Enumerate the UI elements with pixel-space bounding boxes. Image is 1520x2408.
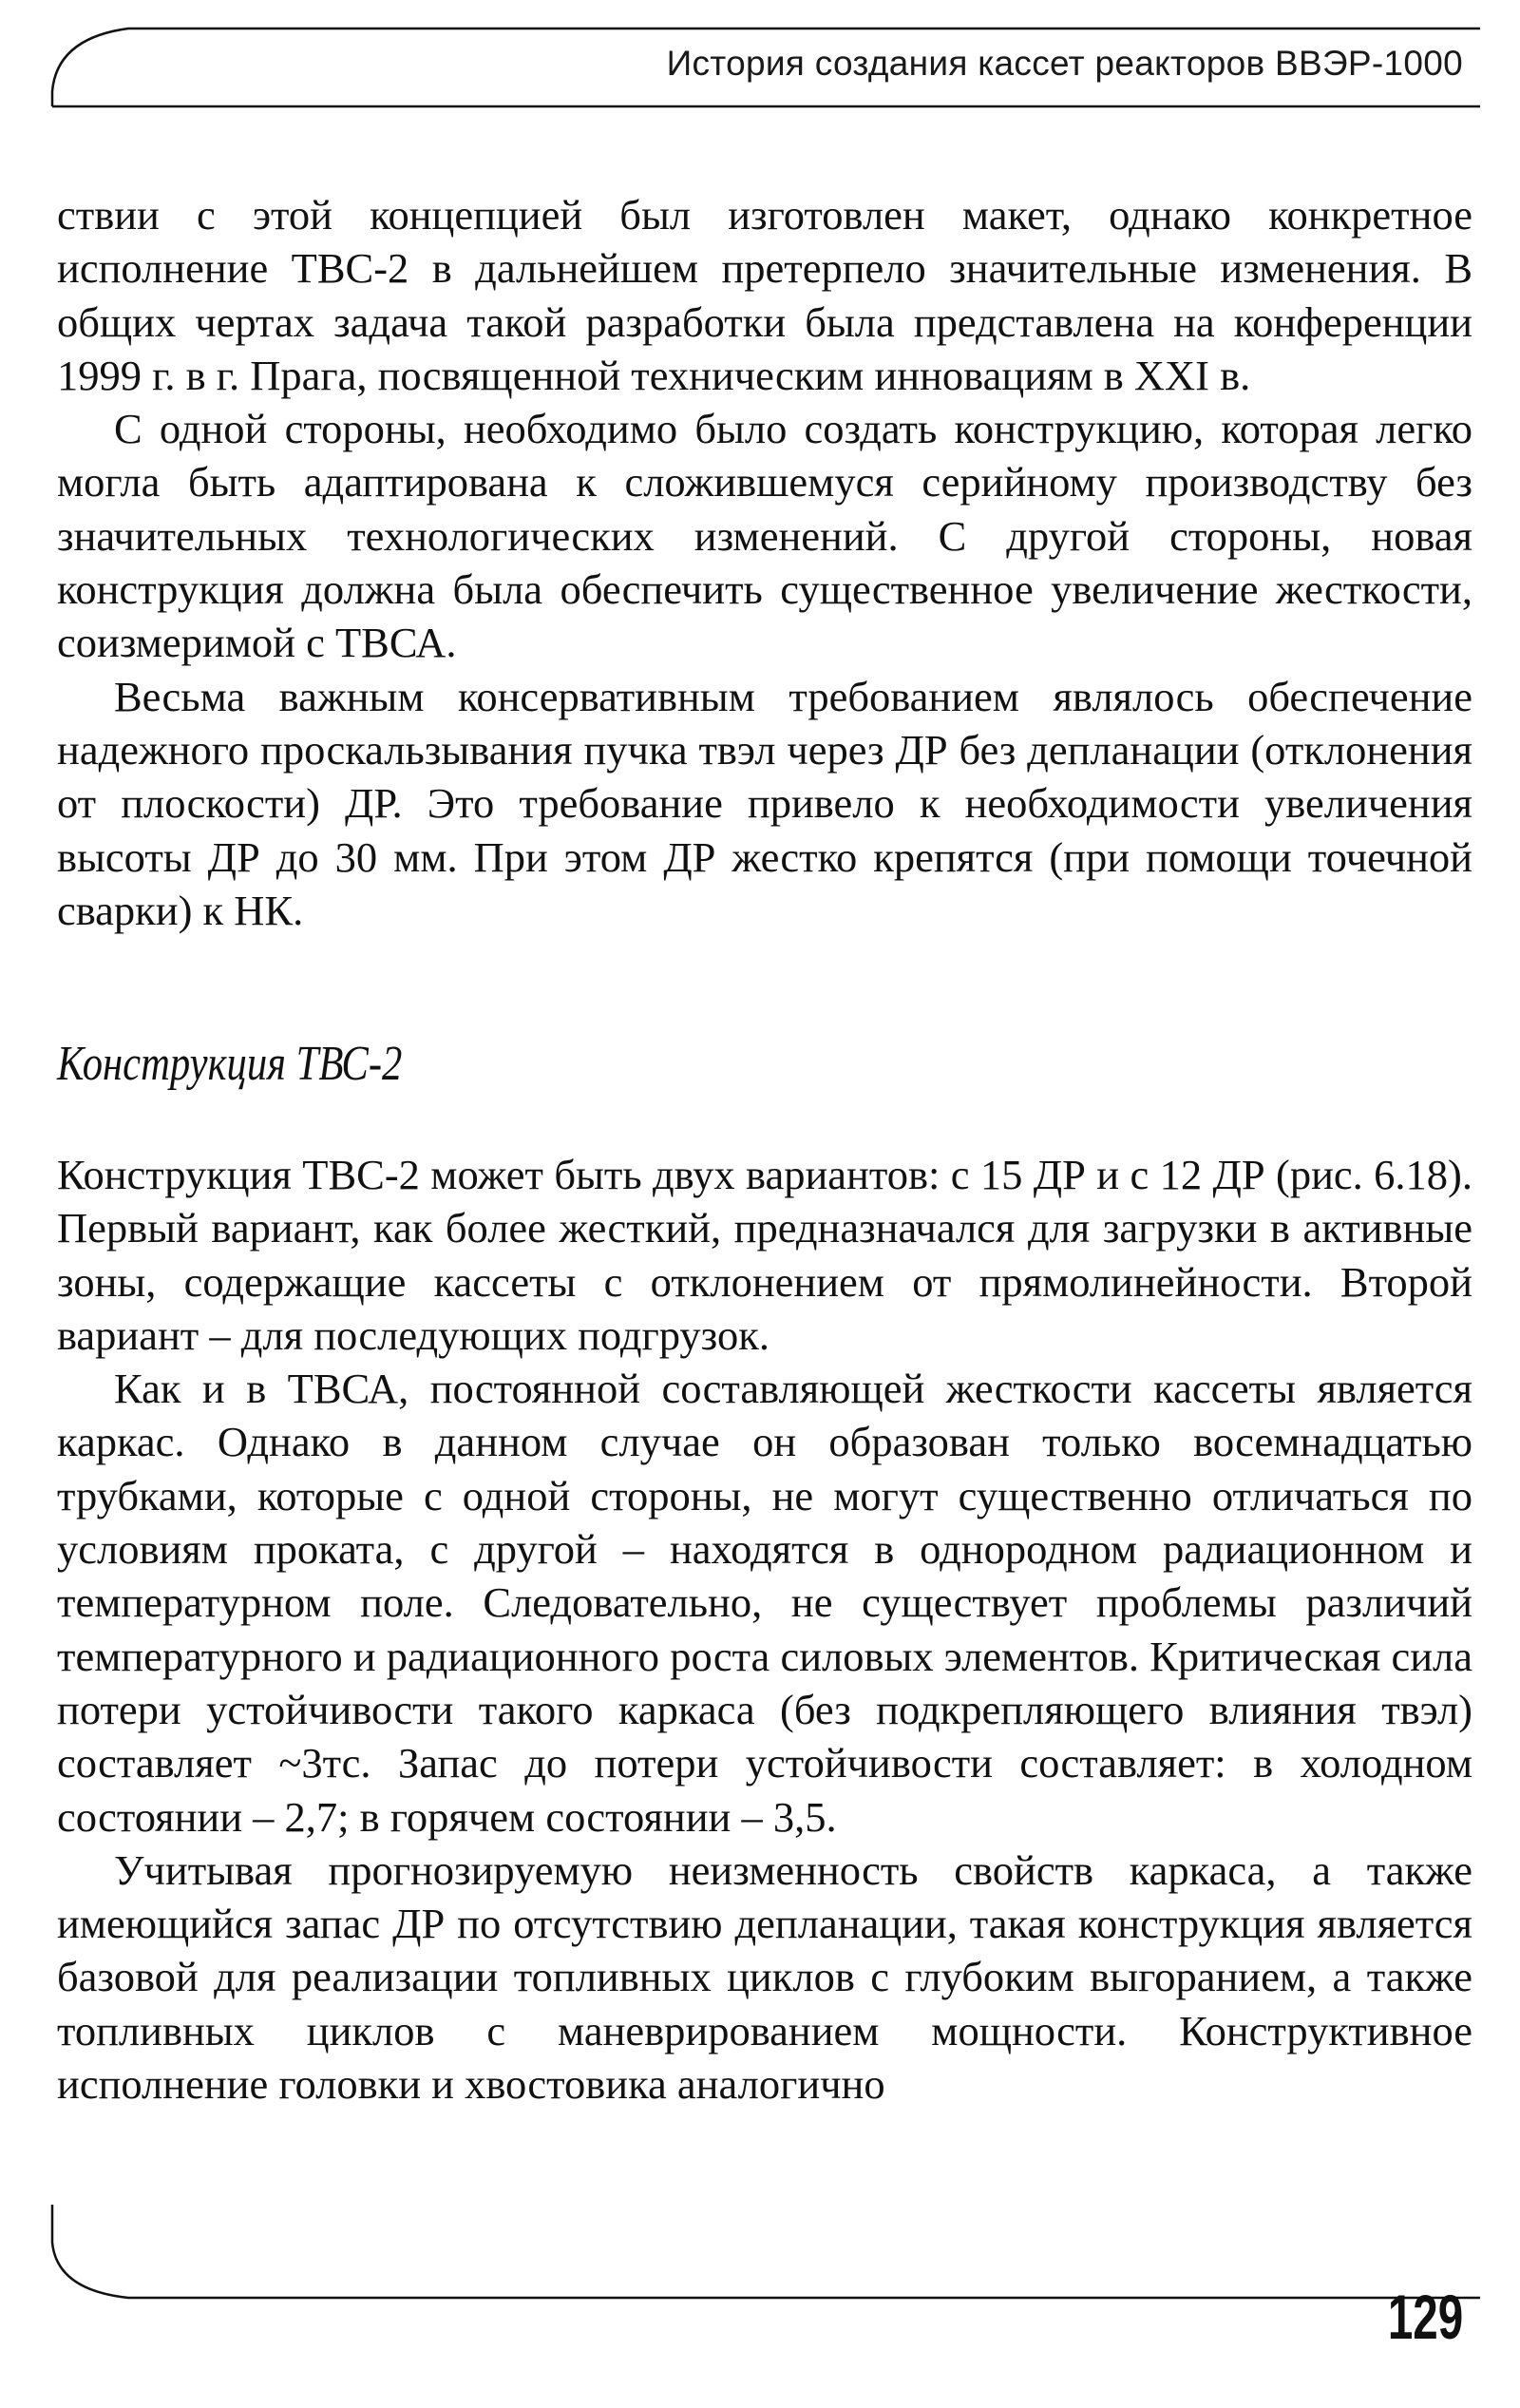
footer-frame — [0, 2186, 1520, 2408]
paragraph: С одной стороны, необходимо было создать конструкцию, которая легко могла быть адаптирована к сложившемуся серийному производству без значительных технологических изменений. С другой стороны, новая конструкция должна была обеспечить существенное увеличение жесткости, соизмеримой с ТВСА. — [57, 405, 1472, 667]
section-heading: Конструкция ТВС-2 — [57, 1037, 403, 1091]
page-number: 129 — [1387, 2282, 1463, 2352]
text-block-after-heading — [57, 1148, 1472, 2111]
paragraph: Как и в ТВСА, постоянной составляющей жесткости кассеты является каркас. Однако в данном случае он образован только восемнадцатью трубками, которые с одной стороны, не могут существенно отличаться по условиям проката, с другой – находятся в однородном радиационном и температурном поле. Следовательно, не существует проблемы различий температурного и радиационного роста силовых элементов. Критическая сила потери устойчивости такого каркаса (без подкрепляющего влияния твэл) составляет ~3тс. Запас до потери устойчивости составляет: в холодном состоянии – 2,7; в горячем состоянии – 3,5. — [57, 1365, 1472, 1841]
footer-frame-curve — [52, 2205, 1480, 2298]
running-head: История создания кассет реакторов ВВЭР-1000 — [666, 44, 1463, 83]
paragraph: Весьма важным консервативным требованием являлось обеспечение надежного проскальзывания пучка твэл через ДР без депланации (отклонения от плоскости) ДР. Это требование привело к необходимости увеличения высоты ДР до 30 мм. При этом ДР жестко крепятся (при помощи точечной сварки) к НК. — [57, 672, 1472, 934]
paragraph: ствии с этой концепцией был изготовлен макет, однако конкретное исполнение ТВС-2 в дальнейшем претерпело значительные изменения. В общих чертах задача такой разработки была представлена на конференции 1999 г. в г. Прага, посвященной техническим инновациям в XXI в. — [57, 191, 1472, 399]
paragraph: Учитывая прогнозируемую неизменность свойств каркаса, а также имеющийся запас ДР по отсутствию депланации, такая конструкция является базовой для реализации топливных циклов с глубоким выгоранием, а также топливных циклов с маневрированием мощности. Конструктивное исполнение головки и хвостовика аналогично — [57, 1845, 1472, 2109]
text-block-before-heading — [57, 188, 1472, 937]
paragraph: Конструкция ТВС-2 может быть двух вариантов: с 15 ДР и с 12 ДР (рис. 6.18). Первый вариант, как более жесткий, предназначался для загрузки в активные зоны, содержащие кассеты с отклонением от прямолинейности. Второй вариант – для последующих подгрузок. — [57, 1151, 1472, 1359]
